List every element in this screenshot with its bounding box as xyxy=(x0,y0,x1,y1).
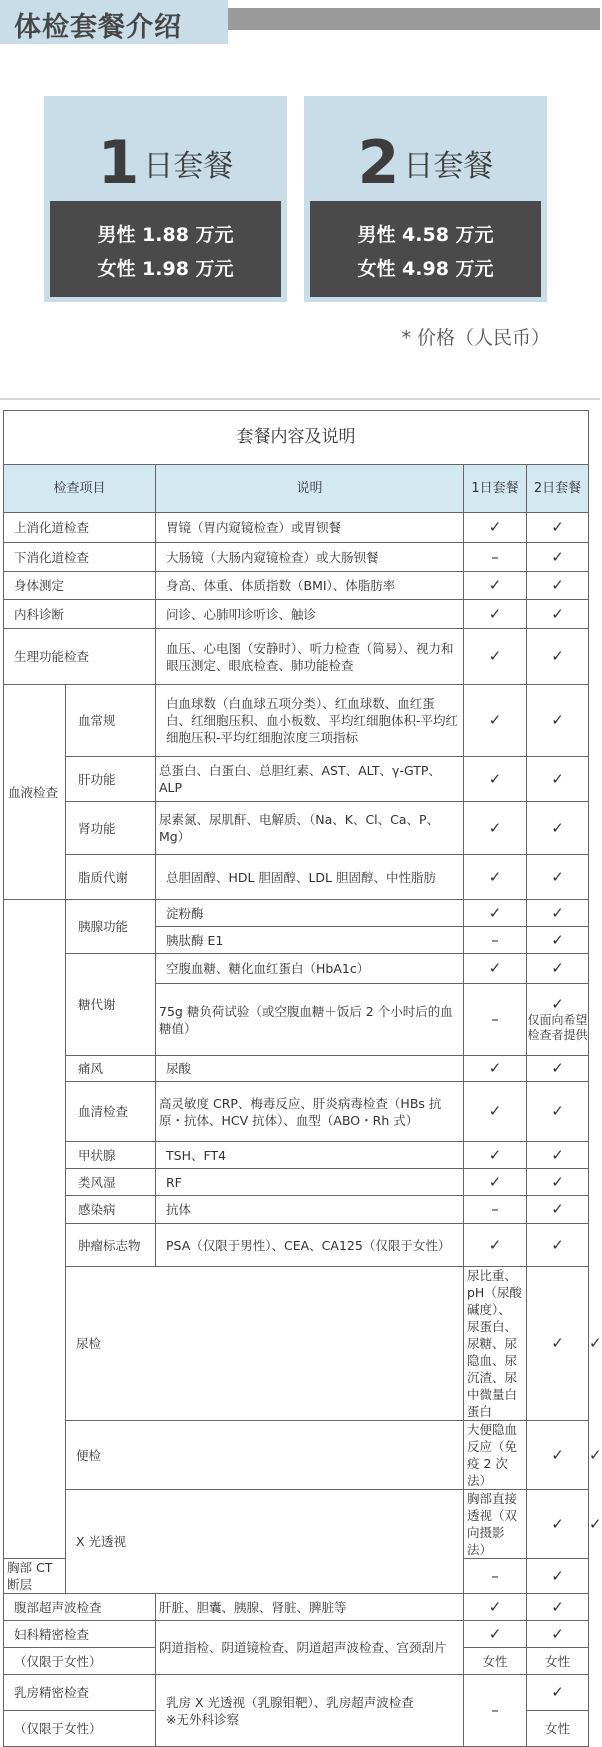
table-row xyxy=(4,600,589,629)
header-day2: 2日套餐 xyxy=(527,465,589,513)
table-row xyxy=(4,629,589,685)
table-row xyxy=(4,1169,589,1196)
day1-mark: ✓ xyxy=(464,855,527,900)
package-content-table xyxy=(3,410,602,1747)
day1-mark: ✓ xyxy=(464,600,527,629)
row-desc: 血压、心电图（安静时）、听力检查（简易）、视力和眼压测定、眼底检查、肺功能检查 xyxy=(156,629,464,685)
day2-mark: ✓ xyxy=(527,543,589,572)
row-label: 腹部超声波检查 xyxy=(4,1594,156,1621)
table-caption-row xyxy=(4,411,589,465)
row-desc: 淀粉酶 xyxy=(156,900,464,927)
row-desc: 总胆固醇、HDL 胆固醇、LDL 胆固醇、中性脂肪 xyxy=(156,855,464,900)
package-card-1day xyxy=(44,96,287,302)
day2-mark: ✓ xyxy=(527,1082,589,1142)
day2-mark: ✓ xyxy=(551,995,564,1013)
day2-mark: ✓ xyxy=(527,927,589,954)
day2-mark: ✓ xyxy=(527,1142,589,1169)
row-desc: 高灵敏度 CRP、梅毒反应、肝炎病毒检查（HBs 抗原・抗体、HCV 抗体）、血型（ABO・Rh 式） xyxy=(156,1082,464,1142)
day2-mark: ✓ xyxy=(527,1224,589,1267)
row-label: 乳房精密检查 xyxy=(4,1675,156,1711)
row-desc: 大肠镜（大肠内窥镜检查）或大肠钡餐 xyxy=(156,543,464,572)
price-male: 男性 4.58 万元 xyxy=(357,224,494,246)
package-name xyxy=(304,128,547,198)
day1-mark: ✓ xyxy=(464,1621,527,1648)
row-desc: RF xyxy=(156,1169,464,1196)
row-label: 生理功能检查 xyxy=(4,629,156,685)
table-row: X 光透视 胸部直接透视（双向摄影法） ✓ ✓ xyxy=(4,1490,589,1559)
row-desc-note: ※无外科诊察 xyxy=(166,1711,239,1727)
row-desc: 尿素氮、尿肌酐、电解质、（Na、K、Cl、Ca、P、Mg） xyxy=(156,802,464,855)
package-number: 1 xyxy=(97,128,140,198)
day1-mark: ✓ xyxy=(464,1224,527,1267)
row-label: 尿检 xyxy=(66,1267,464,1421)
day2-mark: ✓ xyxy=(527,685,589,757)
day2-mark: ✓ xyxy=(527,802,589,855)
row-label: X 光透视 xyxy=(66,1490,464,1594)
day2-note: 女性 xyxy=(527,1648,589,1675)
row-desc: 阴道指检、阴道镜检查、阴道超声波检查、宫颈刮片 xyxy=(156,1621,464,1675)
day1-mark: – xyxy=(464,1675,527,1747)
day1-mark: ✓ xyxy=(464,954,527,984)
row-label: 妇科精密检查 xyxy=(4,1621,156,1648)
day1-mark: ✓ xyxy=(464,757,527,802)
table-row xyxy=(4,855,589,900)
day1-mark: ✓ xyxy=(464,513,527,543)
day2-mark: ✓ xyxy=(527,757,589,802)
day2-mark: ✓ xyxy=(527,629,589,685)
row-desc: 胸部直接透视（双向摄影法） xyxy=(464,1490,527,1559)
day1-mark: – xyxy=(464,927,527,954)
row-desc: TSH、FT4 xyxy=(156,1142,464,1169)
header-day1: 1日套餐 xyxy=(464,465,527,513)
row-desc: 抗体 xyxy=(156,1196,464,1224)
header-divider xyxy=(0,398,600,400)
table-caption: 套餐内容及说明 xyxy=(4,411,589,465)
row-desc-cell xyxy=(156,1675,464,1747)
price-female: 女性 4.98 万元 xyxy=(357,258,494,280)
day1-mark: ✓ xyxy=(464,629,527,685)
row-label: 血常规 xyxy=(66,685,156,757)
title-rule xyxy=(228,8,600,30)
header-desc: 说明 xyxy=(156,465,464,513)
day2-note: 女性 xyxy=(527,1711,589,1747)
row-label: 痛风 xyxy=(66,1056,156,1082)
row-desc: 胰肽酶 E1 xyxy=(156,927,464,954)
day1-mark: ✓ xyxy=(464,1142,527,1169)
day1-mark: – xyxy=(464,1196,527,1224)
package-card-2day xyxy=(304,96,547,302)
row-label: 肾功能 xyxy=(66,802,156,855)
day2-note: 仅面向希望检查者提供 xyxy=(527,1013,588,1042)
day2-mark: ✓ xyxy=(527,954,589,984)
row-label: 内科诊断 xyxy=(4,600,156,629)
day1-mark: ✓ xyxy=(464,685,527,757)
day2-mark: ✓ xyxy=(527,1056,589,1082)
day1-mark: – xyxy=(464,543,527,572)
table-row xyxy=(4,1675,589,1711)
row-label: 下消化道检查 xyxy=(4,543,156,572)
package-price-box xyxy=(50,201,281,297)
row-label: 上消化道检查 xyxy=(4,513,156,543)
day1-mark: ✓ xyxy=(464,1082,527,1142)
table-row xyxy=(4,685,589,757)
row-desc: 尿比重、pH（尿酸碱度）、尿蛋白、尿糖、尿隐血、尿沉渣、尿中微量白蛋白 xyxy=(464,1267,527,1421)
table-row xyxy=(4,802,589,855)
price-female: 女性 1.98 万元 xyxy=(97,258,234,280)
day1-mark: ✓ xyxy=(527,1490,589,1559)
row-desc: 空腹血糖、糖化血红蛋白（HbA1c） xyxy=(156,954,464,984)
day1-note: 女性 xyxy=(464,1648,527,1675)
table-row xyxy=(4,1594,589,1621)
price-note: * 价格（人民币） xyxy=(401,327,550,349)
row-desc: 白血球数（白血球五项分类）、红血球数、血红蛋白、红细胞压积、血小板数、平均红细胞体积-平均红细胞压积-平均红细胞浓度三项指标 xyxy=(156,685,464,757)
row-desc: 胸部 CT 断层 xyxy=(4,1559,66,1594)
header-item: 检查项目 xyxy=(4,465,156,513)
row-label: 便检 xyxy=(66,1421,464,1490)
row-desc: 身高、体重、体质指数（BMI）、体脂肪率 xyxy=(156,572,464,600)
row-desc: 问诊、心肺叩诊听诊、触诊 xyxy=(156,600,464,629)
table-row xyxy=(4,1224,589,1267)
row-desc: 尿酸 xyxy=(156,1056,464,1082)
row-label: 脂质代谢 xyxy=(66,855,156,900)
table-row xyxy=(4,954,589,984)
package-name xyxy=(44,128,287,198)
day2-mark: ✓ xyxy=(527,1559,589,1594)
table-row xyxy=(4,757,589,802)
row-label: 身体测定 xyxy=(4,572,156,600)
row-desc: 乳房 X 光透视（乳腺钼靶）、乳房超声波检查 xyxy=(166,1694,414,1710)
table-row xyxy=(4,543,589,572)
row-label: 肝功能 xyxy=(66,757,156,802)
day2-mark: ✓ xyxy=(527,572,589,600)
day1-mark: ✓ xyxy=(464,900,527,927)
day2-mark: ✓ xyxy=(527,900,589,927)
row-label: 甲状腺 xyxy=(66,1142,156,1169)
day2-mark: ✓ xyxy=(527,855,589,900)
package-intro-header xyxy=(0,0,600,400)
day2-mark: ✓ xyxy=(527,1675,589,1711)
row-desc: 大便隐血反应（免疫 2 次法） xyxy=(464,1421,527,1490)
day2-mark: ✓ xyxy=(527,600,589,629)
day1-mark: – xyxy=(464,1559,527,1594)
day1-mark: ✓ xyxy=(527,1267,589,1421)
package-price-box xyxy=(310,201,541,297)
row-label: 感染病 xyxy=(66,1196,156,1224)
row-desc: PSA（仅限于男性）、CEA、CA125（仅限于女性） xyxy=(156,1224,464,1267)
table-row xyxy=(4,572,589,600)
price-male: 男性 1.88 万元 xyxy=(97,224,234,246)
table-row xyxy=(4,900,589,927)
table-header-row xyxy=(4,465,589,513)
table-row xyxy=(4,1082,589,1142)
row-desc: 胃镜（胃内窥镜检查）或胃钡餐 xyxy=(156,513,464,543)
table-row: 便检 大便隐血反应（免疫 2 次法） ✓ ✓ xyxy=(4,1421,589,1490)
package-number: 2 xyxy=(357,128,400,198)
row-desc: 肝脏、胆囊、胰腺、肾脏、脾脏等 xyxy=(156,1594,464,1621)
row-label: 胰腺功能 xyxy=(66,900,156,954)
page-title: 体检套餐介绍 xyxy=(14,12,182,43)
day1-mark: ✓ xyxy=(464,1594,527,1621)
day2-cell xyxy=(527,984,589,1056)
day1-mark: ✓ xyxy=(464,802,527,855)
day1-mark: ✓ xyxy=(464,1169,527,1196)
table-row xyxy=(4,1621,589,1648)
table-row xyxy=(4,513,589,543)
day2-mark: ✓ xyxy=(527,1169,589,1196)
day2-mark: ✓ xyxy=(527,513,589,543)
row-label: 糖代谢 xyxy=(66,954,156,1056)
row-desc: 75g 糖负荷试验（或空腹血糖＋饭后 2 个小时后的血糖值） xyxy=(156,984,464,1056)
day2-mark: ✓ xyxy=(527,1621,589,1648)
row-desc: 总蛋白、白蛋白、总胆红素、AST、ALT、γ-GTP、ALP xyxy=(156,757,464,802)
day1-mark: ✓ xyxy=(527,1421,589,1490)
day2-mark: ✓ xyxy=(527,1196,589,1224)
row-label-sub: （仅限于女性） xyxy=(4,1711,156,1747)
package-word: 日套餐 xyxy=(143,149,234,184)
row-label: 血清检查 xyxy=(66,1082,156,1142)
row-label-sub: （仅限于女性） xyxy=(4,1648,156,1675)
row-label: 类风湿 xyxy=(66,1169,156,1196)
row-label: 肿瘤标志物 xyxy=(66,1224,156,1267)
day1-mark: ✓ xyxy=(464,572,527,600)
day2-mark: ✓ xyxy=(527,1594,589,1621)
day1-mark: – xyxy=(464,984,527,1056)
group-label-blood: 血液检查 xyxy=(4,685,66,900)
table-row xyxy=(4,1196,589,1224)
day1-mark: ✓ xyxy=(464,1056,527,1082)
table-row: 尿检 尿比重、pH（尿酸碱度）、尿蛋白、尿糖、尿隐血、尿沉渣、尿中微量白蛋白 ✓ ✓ xyxy=(4,1267,589,1421)
table-row xyxy=(4,1142,589,1169)
package-word: 日套餐 xyxy=(403,149,494,184)
group-label-other xyxy=(4,900,66,1559)
table-row xyxy=(4,1056,589,1082)
